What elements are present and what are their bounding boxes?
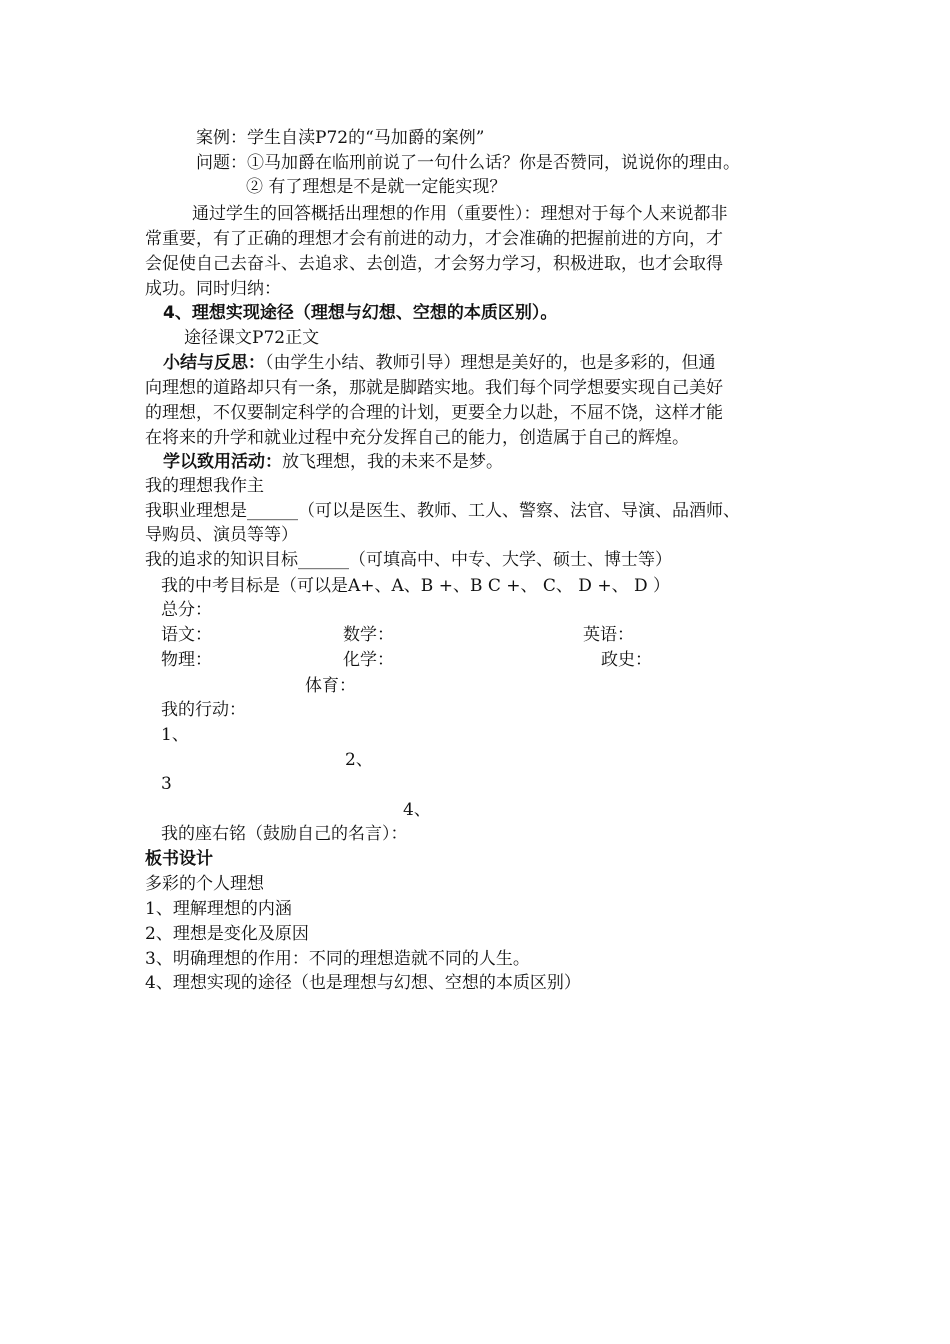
action-3: 3 bbox=[161, 774, 172, 794]
board-design-title: 板书设计 bbox=[145, 849, 213, 869]
section-4-heading: 4、理想实现途径（理想与幻想、空想的本质区别）。 bbox=[163, 303, 558, 323]
motto-label: 我的座右铭（鼓励自己的名言）： bbox=[161, 824, 408, 844]
summary-line-1 bbox=[163, 351, 716, 375]
importance-line-4: 成功。同时归纳： bbox=[145, 279, 281, 299]
action-2: 2、 bbox=[345, 750, 373, 770]
activity-subtitle: 我的理想我作主 bbox=[145, 476, 264, 496]
board-item: 1、理解理想的内涵 bbox=[145, 899, 292, 919]
importance-line-1: 通过学生的回答概括出理想的作用（重要性）：理想对于每个人来说都非 bbox=[192, 204, 728, 224]
career-line-1: 我职业理想是______（可以是医生、教师、工人、警察、法官、导演、品酒师、 bbox=[145, 501, 740, 521]
total-score-label: 总分： bbox=[161, 600, 212, 620]
knowledge-goal: 我的追求的知识目标______（可填高中、中专、大学、硕士、博士等） bbox=[145, 550, 672, 570]
actions-label: 我的行动： bbox=[161, 700, 246, 720]
physics-label: 物理： bbox=[161, 650, 212, 670]
importance-line-3: 会促使自己去奋斗、去追求、去创造，才会努力学习，积极进取，也才会取得 bbox=[145, 254, 723, 274]
activity-label: 学以致用活动： bbox=[163, 452, 282, 472]
summary-text-1: （由学生小结、教师引导）理想是美好的，也是多彩的，但通 bbox=[265, 353, 716, 373]
action-1: 1、 bbox=[161, 725, 189, 745]
importance-line-2: 常重要，有了正确的理想才会有前进的动力，才会准确的把握前进的方向，才 bbox=[145, 229, 723, 249]
chemistry-label: 化学： bbox=[343, 650, 394, 670]
summary-label: 小结与反思： bbox=[163, 353, 265, 373]
case-line: 案例：学生自渎P72的“马加爵的案例” bbox=[196, 128, 485, 148]
board-design-subtitle: 多彩的个人理想 bbox=[145, 874, 264, 894]
summary-line-2: 向理想的道路却只有一条，那就是脚踏实地。我们每个同学想要实现自己美好 bbox=[145, 378, 723, 398]
question-1: 问题：①马加爵在临刑前说了一句什么话？你是否赞同，说说你的理由。 bbox=[196, 153, 740, 173]
board-item: 2、理想是变化及原因 bbox=[145, 924, 309, 944]
question-2: ② 有了理想是不是就一定能实现？ bbox=[246, 177, 507, 197]
pe-label: 体育： bbox=[305, 676, 356, 696]
section-4-path: 途径课文P72正文 bbox=[184, 328, 320, 348]
summary-line-3: 的理想，不仅要制定科学的合理的计划，更要全力以赴，不屈不饶，这样才能 bbox=[145, 403, 723, 423]
action-4: 4、 bbox=[403, 800, 431, 820]
chinese-label: 语文： bbox=[161, 625, 212, 645]
summary-line-4: 在将来的升学和就业过程中充分发挥自己的能力，创造属于自己的辉煌。 bbox=[145, 428, 689, 448]
activity-text: 放飞理想，我的未来不是梦。 bbox=[282, 452, 503, 472]
board-item: 3、明确理想的作用：不同的理想造就不同的人生。 bbox=[145, 949, 530, 969]
math-label: 数学： bbox=[343, 625, 394, 645]
exam-goal: 我的中考目标是（可以是A+、A、B +、B C +、 C、 D +、 D ） bbox=[161, 576, 671, 596]
activity-line bbox=[163, 450, 503, 474]
career-line-2: 导购员、演员等等） bbox=[145, 525, 298, 545]
politics-history-label: 政史： bbox=[601, 650, 652, 670]
board-item: 4、理想实现的途径（也是理想与幻想、空想的本质区别） bbox=[145, 973, 581, 993]
english-label: 英语： bbox=[583, 625, 634, 645]
